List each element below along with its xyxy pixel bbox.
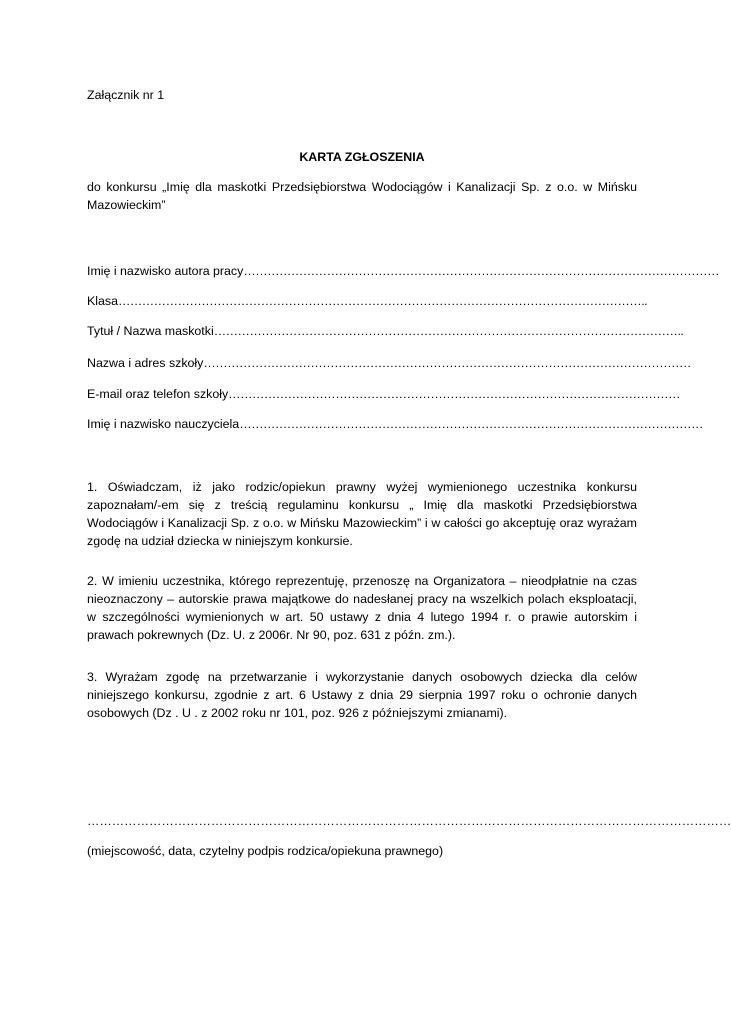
field-label: Tytuł / Nazwa maskotki [87, 324, 214, 338]
fill-in-line: ………………………………………………………………………………………………………… [243, 264, 719, 278]
field-class[interactable] [87, 292, 647, 310]
contest-subject: do konkursu „Imię dla maskotki Przedsiębiorstwa Wodociągów i Kanalizacji Sp. z o.o. w Mińsku Mazowieckim” [87, 180, 637, 212]
fill-in-line: ……………………………………………………………………………………………………….. [213, 324, 684, 338]
field-label: Imię i nazwisko autora pracy [87, 264, 244, 278]
field-label: Imię i nazwisko nauczyciela [87, 417, 240, 431]
fill-in-line: …………………………………………………………………………………………………………… [203, 356, 691, 370]
field-teacher-name[interactable] [87, 415, 703, 433]
declaration-3: 3. Wyrażam zgodę na przetwarzanie i wykorzystanie danych osobowych dziecka dla celów niniejszego konkursu, zgodnie z art. 6 Ustawy z dnia 29 sierpnia 1997 roku o ochronie danych osobowych (Dz . U . z 2002 roku nr 101, poz. 926 z późniejszymi zmianami). [87, 670, 637, 720]
field-author-name[interactable] [87, 262, 719, 280]
field-label: Nazwa i adres szkoły [87, 356, 204, 370]
field-label: Klasa [87, 294, 118, 308]
signature-line[interactable]: ………………………………………………………………………………………………………………………………………… [87, 814, 731, 828]
field-mascot-name[interactable] [87, 322, 683, 340]
fill-in-line: …………………………………………………………………………………………………… [228, 387, 681, 401]
field-school-address[interactable] [87, 354, 691, 372]
form-title: KARTA ZGŁOSZENIA [299, 150, 425, 164]
annex-label: Załącznik nr 1 [87, 88, 165, 102]
signature-caption: (miejscowość, data, czytelny podpis rodzica/opiekuna prawnego) [87, 844, 444, 858]
field-label: E-mail oraz telefon szkoły [87, 387, 229, 401]
declaration-2: 2. W imieniu uczestnika, którego reprezentuję, przenoszę na Organizatora – nieodpłatnie na czas nieoznaczony – autorskie prawa majątkowe do nadesłanej pracy na wszelkich polach eksploatacji, w szczególności wymienionych w art. 50 ustawy z dnia 4 lutego 1994 r. o prawie autorskim i prawach pokrewnych (Dz. U. z 2006r. Nr 90, poz. 631 z późn. zm.). [87, 574, 637, 642]
declaration-1: 1. Oświadczam, iż jako rodzic/opiekun prawny wyżej wymienionego uczestnika konkursu zapoznałam/-em się z treścią regulaminu konkursu „ Imię dla maskotki Przedsiębiorstwa Wodociągów i Kanalizacji Sp. z o.o. w Mińsku Mazowieckim” i w całości go akceptuję oraz wyrażam zgodę na udział dziecka w niniejszym konkursie. [87, 480, 637, 548]
fill-in-line: ……………………………………………………………………………………………………… [239, 417, 703, 431]
field-school-contact[interactable] [87, 385, 680, 403]
fill-in-line: …………………………………………………………………………………………………………………….. [118, 294, 648, 308]
